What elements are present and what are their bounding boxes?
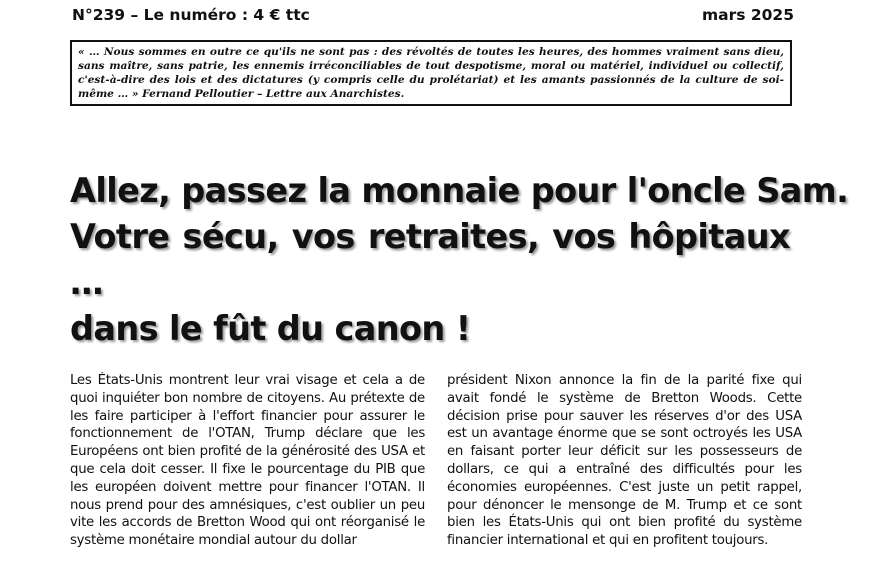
- article-body: [70, 372, 803, 570]
- page-headline: [70, 168, 849, 352]
- epigraph-text: « … Nous sommes en outre ce qu'ils ne sont pas : des révoltés de toutes les heures, des hommes vraiment sans dieu, sans maître, sans patrie, les ennemis irréconciliables de tout despotisme, moral ou matériel, individuel ou collectif, c'est-à-dire des lois et des dictatures (y compris celle du prolétariat) et les amants passionnés de la culture de soi-même … » Fernand Pelloutier – Lettre aux Anarchistes.: [78, 46, 784, 100]
- masthead: [72, 6, 794, 28]
- headline-line-1: Allez, passez la monnaie pour l'oncle Sam.: [70, 171, 849, 210]
- article-column-right: [447, 372, 802, 550]
- issue-date: mars 2025: [701, 6, 794, 24]
- epigraph-box: [70, 40, 792, 106]
- article-paragraph-1: Les États-Unis montrent leur vrai visage et cela a de quoi inquiéter bon nombre de citoyens. Au prétexte de les faire participer à l'effort financier pour assurer le fonctionnement de l'OTAN, Trump déclare que les Européens ont bien profité de la générosité des USA et que cela doit cesser. Il fixe le pourcentage du PIB que les européen doivent mettre pour financer l'OTAN. Il nous prend pour des amnésiques, c'est oublier un peu vite les accords de Bretton Wood qui ont réorganisé le système monétaire mondial autour du dollar: [70, 373, 425, 549]
- article-paragraph-2: président Nixon annonce la fin de la parité fixe qui avait fondé le système de Bretton Woods. Cette décision prise pour sauver les réserves d'or des USA est un avantage énorme que se sont octroyés les USA en faisant porter leur déficit sur les possesseurs de dollars, ce qui a entraîné des difficultés pour les économies européennes. C'est juste un petit rappel, pour dénoncer le mensonge de M. Trump et ce sont bien les États-Unis qui ont bien profité du système financier international et qui en profitent toujours.: [447, 373, 802, 549]
- issue-number: N°239 – Le numéro : 4 € ttc: [72, 6, 310, 24]
- article-column-left: [70, 372, 425, 550]
- headline-line-3: dans le fût du canon !: [70, 309, 471, 348]
- headline-line-2: Votre sécu, vos retraites, vos hôpitaux …: [70, 217, 790, 302]
